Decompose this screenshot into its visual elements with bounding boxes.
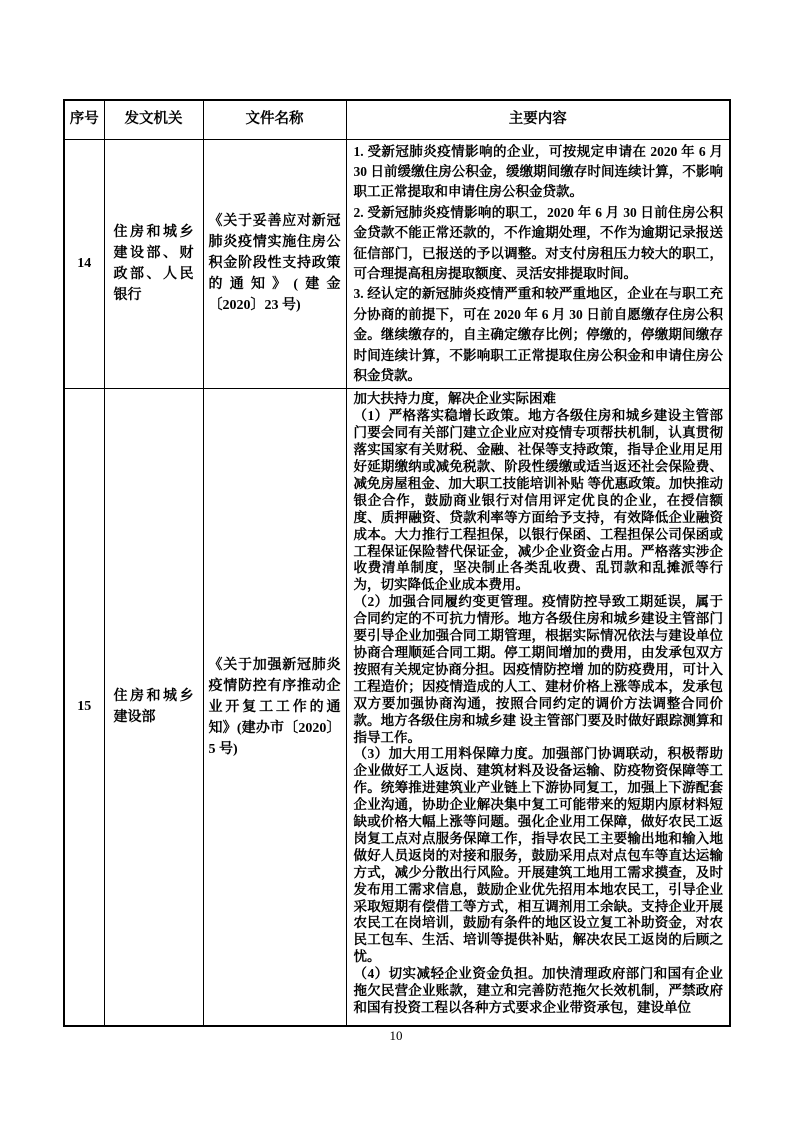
- policy-document-table: [63, 99, 731, 1027]
- header-cell-index: 序号: [64, 100, 104, 139]
- page-number: 10: [389, 1028, 403, 1043]
- row-14-index: 14: [64, 139, 104, 389]
- table-row-14: [64, 139, 730, 389]
- content-paragraph: 2. 受新冠肺炎疫情影响的职工，2020 年 6 月 30 日前住房公积金贷款不能正常还款的，不作逾期处理，不作为逾期记录报送征信部门，已报送的予以调整。对支付房租压力较大的职工，可合理提高租房提取额度、灵活安排提取时间。: [353, 204, 723, 281]
- table-header-row: [64, 100, 730, 139]
- header-cell-agency: 发文机关: [104, 100, 203, 139]
- row-14-document-title: 《关于妥善应对新冠肺炎疫情实施住房公积金阶段性支持政策的通知》(建金〔2020〕23 号): [203, 139, 346, 389]
- row-15-document-title: 《关于加强新冠肺炎疫情防控有序推动企业开复工工作的通知》(建办市〔2020〕5 号): [203, 389, 346, 1026]
- row-15-agency: 住房和城乡建设部: [104, 389, 203, 1026]
- row-15-content: [346, 389, 730, 1026]
- row-14-agency: 住房和城乡建设部、财政部、人民银行: [104, 139, 203, 389]
- row-15-index: 15: [64, 389, 104, 1026]
- content-paragraph: 3. 经认定的新冠肺炎疫情严重和较严重地区，企业在与职工充分协商的前提下，可在 2020 年 6 月 30 日前自愿缴存住房公积金。继续缴存的，自主确定缴存比例；停缴的，停缴期间缴存时间连续计算，不影响职工正常提取住房公积金和申请住房公积金贷款。: [353, 286, 723, 383]
- row-14-content: [346, 139, 730, 389]
- header-cell-document: 文件名称: [203, 100, 346, 139]
- content-paragraph: 加大扶持力度，解决企业实际困难: [353, 391, 556, 407]
- content-paragraph: （4）切实减轻企业资金负担。加快清理政府部门和国有企业拖欠民营企业账款，建立和完善防范拖欠长效机制，严禁政府和国有投资工程以各种方式要求企业带资承包，建设单位: [353, 966, 723, 1015]
- table-row-15: [64, 389, 730, 1026]
- content-paragraph: （3）加大用工用料保障力度。加强部门协调联动，积极帮助企业做好工人返岗、建筑材料及设备运输、防疫物资保障等工作。统筹推进建筑业产业链上下游协同复工，加强上下游配套企业沟通，协助企业解决集中复工可能带来的短期内原材料短缺或价格大幅上涨等问题。强化企业用工保障，做好农民工返岗复工点对点服务保障工作，指导农民工主要输出地和输入地做好人员返岗的对接和服务，鼓励采用点对点包车等直达运输方式，减少分散出行风险。开展建筑工地用工需求摸查，及时发布用工需求信息，鼓励企业优先招用本地农民工，引导企业采取短期有偿借工等方式，相互调剂用工余缺。支持企业开展农民工在岗培训，鼓励有条件的地区设立复工补助资金，对农民工包车、生活、培训等提供补贴，解决农民工返岗的后顾之忧。: [353, 746, 723, 965]
- content-paragraph: 1. 受新冠肺炎疫情影响的企业，可按规定申请在 2020 年 6 月 30 日前缓缴住房公积金，缓缴期间缴存时间连续计算，不影响职工正常提取和申请住房公积金贷款。: [353, 143, 723, 200]
- content-paragraph: （2）加强合同履约变更管理。疫情防控导致工期延误，属于合同约定的不可抗力情形。地方各级住房和城乡建设主管部门要引导企业加强合同工期管理，根据实际情况依法与建设单位协商合理顺延合同工期。停工期间增加的费用，由发承包双方按照有关规定协商分担。因疫情防控增 加的防疫费用，可计入工程造价；因疫情造成的人工、建材价格上涨等成本，发承包双方要加强协商沟通，按照合同约定的调价方法调整合同价款。地方各级住房和城乡建 设主管部门要及时做好跟踪测算和指导工作。: [353, 594, 723, 745]
- content-paragraph: （1）严格落实稳增长政策。地方各级住房和城乡建设主管部门要会同有关部门建立企业应对疫情专项帮扶机制，认真贯彻落实国家有关财税、金融、社保等支持政策，指导企业用足用好延期缴纳或减免税款、阶段性缓缴或适当返还社会保险费、减免房屋租金、加大职工技能培训补贴 等优惠政策。加快推动银企合作，鼓励商业银行对信用评定优良的企业，在授信额度、质押融资、贷款利率等方面给予支持，有效降低企业融资成本。大力推行工程担保，以银行保函、工程担保公司保函或工程保证保险替代保证金，减少企业资金占用。严格落实涉企收费清单制度，坚决制止各类乱收费、乱罚款和乱摊派等行为，切实降低企业成本费用。: [353, 408, 723, 593]
- header-cell-content: 主要内容: [346, 100, 730, 139]
